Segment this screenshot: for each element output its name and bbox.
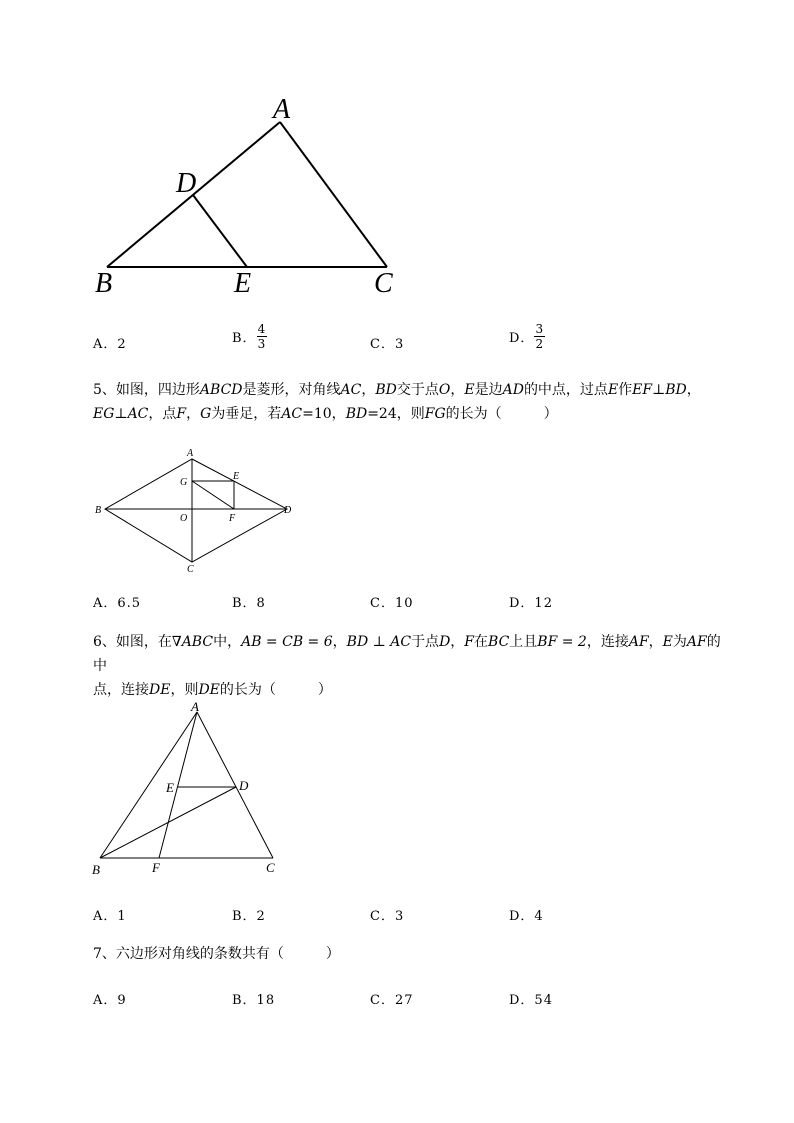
label-b: B bbox=[92, 862, 100, 877]
label-e: E bbox=[166, 780, 174, 795]
q4-option-c[interactable]: C．3 bbox=[370, 337, 405, 352]
q4-option-b-prefix: B． bbox=[232, 331, 257, 346]
segment-ab bbox=[100, 712, 197, 858]
q4-option-d[interactable] bbox=[509, 322, 545, 351]
question-6-text: 6、如图，在∇ABC中，AB = CB = 6，BD ⊥ AC于点D，F在BC上且BF = 2，连接AF，E为AF的中 点，连接DE，则DE的长为（ ） bbox=[93, 634, 721, 698]
label-b: B bbox=[95, 505, 102, 516]
q4-option-b[interactable] bbox=[232, 322, 267, 351]
question-5-text: 5、如图，四边形ABCD是菱形，对角线AC，BD交于点O，E是边AD的中点，过点E作EF⊥BD， EG⊥AC，点F，G为垂足，若AC=10，BD=24，则FG的长为（ ） bbox=[93, 382, 701, 422]
rhombus-figure bbox=[90, 445, 300, 575]
q5-option-c[interactable]: C．10 bbox=[370, 596, 414, 611]
segment-ac bbox=[197, 712, 273, 858]
q7-option-d[interactable]: D．54 bbox=[509, 993, 553, 1008]
label-g: G bbox=[180, 477, 188, 488]
q5-option-a[interactable]: A．6.5 bbox=[93, 596, 142, 611]
segment-de bbox=[193, 195, 247, 267]
label-d: D bbox=[284, 505, 292, 516]
fraction-denominator: 2 bbox=[535, 337, 545, 351]
q5-option-d[interactable]: D．12 bbox=[509, 596, 553, 611]
segment-bd bbox=[100, 787, 236, 858]
question-7-text: 7、六边形对角线的条数共有（ ） bbox=[93, 946, 340, 962]
label-a: A bbox=[273, 94, 291, 125]
label-o: O bbox=[180, 513, 188, 524]
q5-option-b[interactable]: B．8 bbox=[232, 596, 266, 611]
label-c: C bbox=[374, 268, 393, 299]
triangle-figure-2 bbox=[88, 698, 288, 883]
q6-option-c[interactable]: C．3 bbox=[370, 909, 405, 924]
label-e: E bbox=[234, 268, 252, 299]
q6-option-a[interactable]: A．1 bbox=[93, 909, 127, 924]
label-f: F bbox=[229, 513, 236, 524]
label-c: C bbox=[266, 860, 275, 875]
fraction-denominator: 3 bbox=[257, 337, 267, 351]
label-b: B bbox=[95, 268, 113, 299]
fraction-three-halves bbox=[534, 322, 545, 351]
q6-option-d[interactable]: D．4 bbox=[509, 909, 544, 924]
label-c: C bbox=[187, 564, 194, 575]
triangle-figure-1 bbox=[90, 90, 420, 305]
label-a: A bbox=[191, 699, 199, 714]
fraction-four-thirds bbox=[257, 322, 268, 351]
fraction-numerator: 4 bbox=[257, 322, 267, 336]
q4-option-d-prefix: D． bbox=[509, 331, 535, 346]
label-d: D bbox=[176, 168, 197, 199]
q7-option-b[interactable]: B．18 bbox=[232, 993, 276, 1008]
label-d: D bbox=[239, 778, 249, 793]
q7-option-c[interactable]: C．27 bbox=[370, 993, 414, 1008]
label-e: E bbox=[233, 471, 240, 482]
label-f: F bbox=[152, 860, 160, 875]
q7-option-a[interactable]: A．9 bbox=[93, 993, 127, 1008]
segment-ac bbox=[280, 122, 387, 267]
segment-gf bbox=[192, 481, 234, 509]
label-a: A bbox=[187, 448, 194, 459]
fraction-numerator: 3 bbox=[535, 322, 545, 336]
segment-af bbox=[159, 712, 197, 858]
q4-option-a[interactable]: A．2 bbox=[93, 337, 127, 352]
rhombus-abcd bbox=[105, 459, 287, 562]
q6-option-b[interactable]: B．2 bbox=[232, 909, 266, 924]
